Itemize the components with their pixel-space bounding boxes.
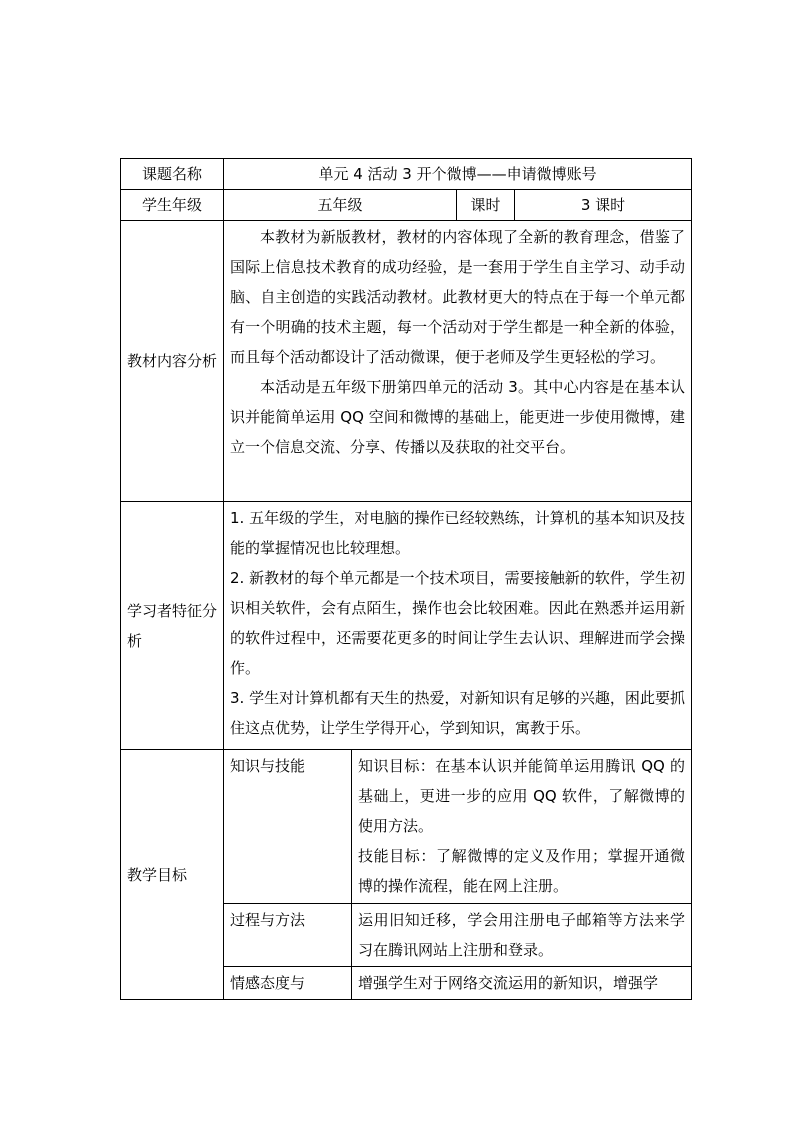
goal-process-content xyxy=(352,904,692,967)
grade-label: 学生年级 xyxy=(121,190,224,221)
goal-process-paragraph-1: 运用旧知迁移，学会用注册电子邮箱等方法来学习在腾讯网站上注册和登录。 xyxy=(358,911,686,959)
row-topic xyxy=(121,159,692,190)
row-material-analysis xyxy=(121,221,692,502)
topic-label: 课题名称 xyxy=(121,159,224,190)
learner-paragraph-2: 2. 新教材的每个单元都是一个技术项目，需要接触新的软件，学生初识相关软件，会有点陌生，操作也会比较困难。因此在熟悉并运用新的软件过程中，还需要花更多的时间让学生去认识、理解进而学会操作。 xyxy=(230,569,686,677)
hours-label: 课时 xyxy=(457,190,515,221)
lesson-plan-table xyxy=(120,158,692,1000)
learner-paragraph-3: 3. 学生对计算机都有天生的热爱，对新知识有足够的兴趣，困此要抓住这点优势，让学生学得开心，学到知识，寓教于乐。 xyxy=(230,689,686,737)
goal-attitude-content xyxy=(352,967,692,1000)
goal-knowledge-paragraph-1: 知识目标：在基本认识并能简单运用腾讯 QQ 的基础上，更进一步的应用 QQ 软件，了解微博的使用方法。 xyxy=(358,757,686,835)
grade-value: 五年级 xyxy=(224,190,457,221)
teaching-goals-label: 教学目标 xyxy=(121,750,224,1000)
material-paragraph-2: 本活动是五年级下册第四单元的活动 3。其中心内容是在基本认识并能简单运用 QQ 空间和微博的基础上，能更进一步使用微博，建立一个信息交流、分享、传播以及获取的社交平台。 xyxy=(230,378,686,456)
goal-knowledge-content xyxy=(352,750,692,904)
row-grade xyxy=(121,190,692,221)
material-paragraph-1: 本教材为新版教材，教材的内容体现了全新的教育理念，借鉴了国际上信息技术教育的成功经验，是一套用于学生自主学习、动手动脑、自主创造的实践活动教材。此教材更大的特点在于每一个单元都有一个明确的技术主题，每一个活动对于学生都是一种全新的体验，而且每个活动都设计了活动微课，便于老师及学生更轻松的学习。 xyxy=(230,228,686,366)
goal-attitude-name: 情感态度与 xyxy=(224,967,352,1000)
learner-paragraph-1: 1. 五年级的学生，对电脑的操作已经较熟练，计算机的基本知识及技能的掌握情况也比较理想。 xyxy=(230,509,686,557)
row-learner-analysis xyxy=(121,502,692,750)
learner-analysis-content xyxy=(224,502,692,750)
hours-value: 3 课时 xyxy=(515,190,692,221)
goal-attitude-paragraph-1: 增强学生对于网络交流运用的新知识，增强学 xyxy=(358,974,659,992)
material-analysis-content xyxy=(224,221,692,502)
topic-value: 单元 4 活动 3 开个微博——申请微博账号 xyxy=(224,159,692,190)
goal-knowledge-paragraph-2: 技能目标：了解微博的定义及作用；掌握开通微博的操作流程，能在网上注册。 xyxy=(358,847,686,895)
goal-process-name: 过程与方法 xyxy=(224,904,352,967)
row-goal-knowledge xyxy=(121,750,692,904)
material-analysis-label: 教材内容分析 xyxy=(121,221,224,502)
learner-analysis-label: 学习者特征分析 xyxy=(121,502,224,750)
goal-knowledge-name: 知识与技能 xyxy=(224,750,352,904)
